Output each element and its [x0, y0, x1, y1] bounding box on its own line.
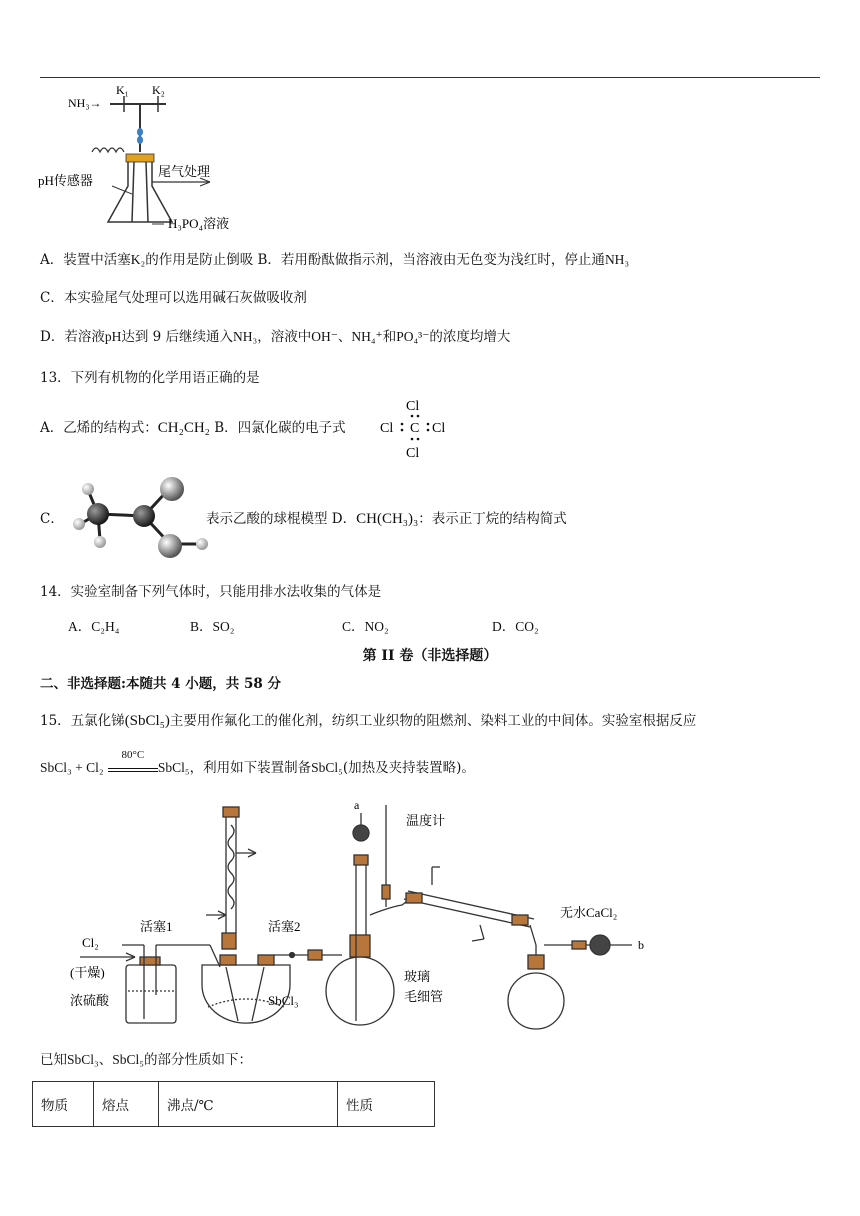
fig1-k2-label: K₂: [152, 83, 165, 97]
cl-bottom: Cl: [406, 446, 420, 461]
fig1-k1-label: K₁: [116, 83, 129, 97]
table-header-cell: 物质: [33, 1082, 94, 1127]
table-header-cell: 熔点: [94, 1082, 159, 1127]
q12-option-ab: A．装置中活塞K₂的作用是防止倒吸 B．若用酚酞做指示剂，当溶液由无色变为浅红时，停止通NH₃: [40, 252, 630, 268]
fig2-glass2: 毛细管: [404, 989, 444, 1004]
q15-line2: SbCl₃ + Cl₂ 80°C SbCl₅，利用如下装置制备SbCl₅(加热及夹持装置略)。: [40, 758, 475, 778]
acetic-acid-ball-stick: [70, 476, 210, 556]
table-header-cell: 沸点/℃: [159, 1082, 338, 1127]
fig2-valve2: 活塞2: [268, 919, 301, 934]
header-rule: [40, 77, 820, 78]
fig2-a: a: [354, 798, 360, 812]
figure-nh3-apparatus: [38, 82, 260, 237]
cl-left: Cl: [380, 421, 394, 436]
cl-top: Cl: [406, 399, 420, 414]
q14-option-d: D．CO₂: [492, 619, 539, 634]
fig2-sbcl3: SbCl₃: [268, 993, 299, 1008]
c-center: C: [410, 421, 420, 436]
q15-line1: 15．五氯化锑(SbCl₅)主要用作氟化工的催化剂，纺织工业织物的阻燃剂、染料工业的中间体。实验室根据反应: [40, 713, 697, 729]
figure-sbcl5-apparatus: [60, 795, 660, 1035]
section-heading: 二、非选择题:本随共 4 小题，共 58 分: [40, 676, 281, 692]
fig1-tail-label: 尾气处理: [158, 164, 211, 179]
table-header-cell: 性质: [338, 1082, 435, 1127]
fig1-solution-label: H₃PO₄溶液: [168, 216, 230, 231]
reaction-condition: 80°C: [121, 749, 145, 761]
fig2-cl2: Cl₂: [82, 935, 99, 950]
fig2-glass1: 玻璃: [404, 969, 431, 984]
fig2-cacl2: 无水CaCl₂: [560, 905, 618, 920]
fig2-valve1: 活塞1: [140, 919, 173, 934]
fig2-thermo: 温度计: [406, 813, 446, 828]
q14-option-b: B．SO₂: [190, 619, 235, 634]
cl-right: Cl: [432, 421, 446, 436]
q14-option-a: A．C₂H₄: [68, 619, 120, 634]
q13-option-ab: A．乙烯的结构式：CH₂CH₂ B．四氯化碳的电子式: [40, 420, 346, 436]
q14-option-c: C．NO₂: [342, 619, 389, 634]
known-line: 已知SbCl₃、SbCl₅的部分性质如下：: [40, 1052, 252, 1068]
q13-option-cd: 表示乙酸的球棍模型 D．CH(CH₃)₃：表示正丁烷的结构简式: [206, 511, 567, 527]
fig2-conc: 浓硫酸: [70, 993, 110, 1008]
fig1-ph-label: pH传感器: [38, 173, 93, 188]
ccl4-electron-formula: [378, 396, 458, 462]
table-row: [33, 1082, 435, 1127]
q12-option-c: C．本实验尾气处理可以选用碱石灰做吸收剂: [40, 290, 307, 306]
q14-stem: 14．实验室制备下列气体时，只能用排水法收集的气体是: [40, 584, 382, 600]
fig1-nh3-label: NH₃→: [68, 96, 102, 110]
q12-option-d: D．若溶液pH达到 9 后继续通入NH₃，溶液中OH⁻、NH₄⁺和PO₄³⁻的浓度均增大: [40, 329, 511, 345]
section-title: 第 II 卷（非选择题）: [362, 648, 498, 664]
fig2-dry: (干燥): [70, 965, 105, 980]
properties-table: [32, 1081, 435, 1127]
q13-stem: 13．下列有机物的化学用语正确的是: [40, 370, 260, 386]
q13-option-c-label: C．: [40, 511, 64, 527]
fig2-b: b: [638, 938, 644, 952]
